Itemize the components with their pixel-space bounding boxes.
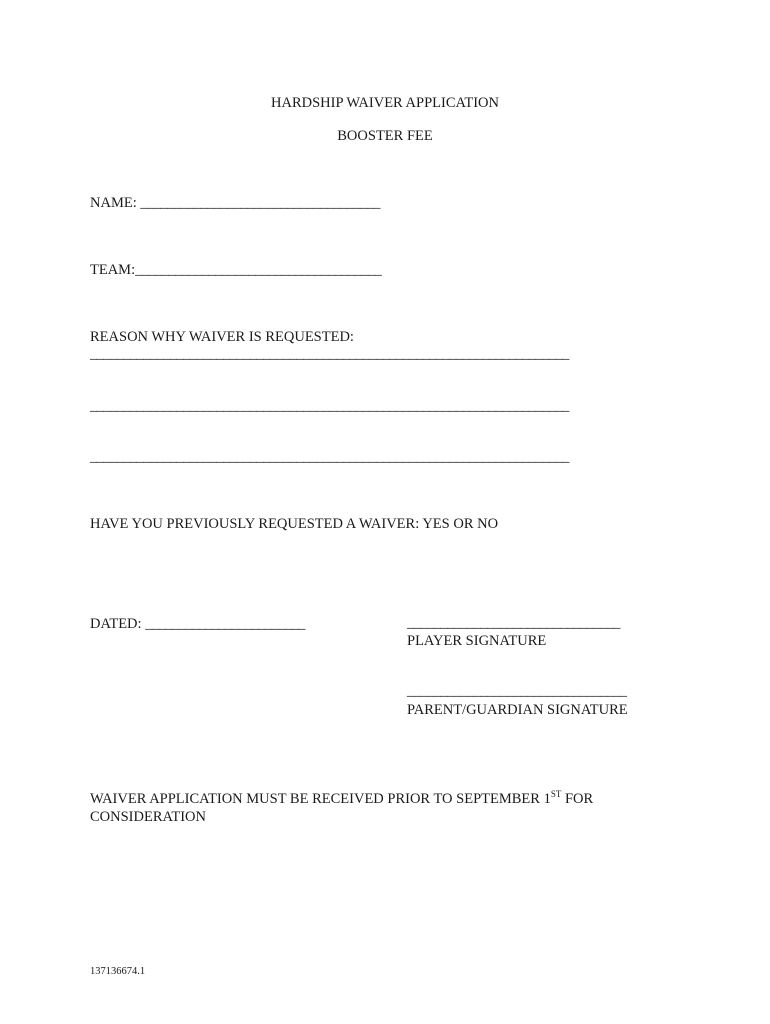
reason-blank-line-3[interactable]: ________________________________________________________________________ [90,449,569,465]
parent-signature-label: PARENT/GUARDIAN SIGNATURE [407,702,628,718]
team-blank-line[interactable]: _____________________________________ [135,262,382,278]
deadline-notice-line-2: CONSIDERATION [90,809,206,825]
reason-blank-line-2[interactable]: ________________________________________________________________________ [90,398,569,414]
parent-signature-line[interactable]: _________________________________ [407,683,627,699]
previous-request-question: HAVE YOU PREVIOUSLY REQUESTED A WAIVER: YES OR NO [90,516,499,532]
team-field[interactable] [90,261,381,279]
document-id-footer: 137136674.1 [90,966,146,977]
dated-label: DATED: [90,616,146,632]
date-ordinal-superscript: ST [550,789,562,799]
player-signature-line[interactable]: ________________________________ [407,615,620,631]
deadline-text: WAIVER APPLICATION MUST BE RECEIVED PRIOR TO SEPTEMBER 1 [90,791,551,807]
document-subtitle: BOOSTER FEE [337,128,433,144]
dated-blank-line[interactable]: ________________________ [145,616,305,632]
name-label: NAME: [90,195,141,211]
name-blank-line[interactable]: ____________________________________ [140,195,380,211]
reason-blank-line-1[interactable]: ________________________________________________________________________ [90,346,569,362]
reason-label: REASON WHY WAIVER IS REQUESTED: [90,329,354,345]
name-field[interactable] [90,194,380,212]
deadline-text-end: FOR [561,791,594,807]
dated-field[interactable] [90,615,305,633]
document-title: HARDSHIP WAIVER APPLICATION [271,95,499,111]
player-signature-label: PLAYER SIGNATURE [407,633,547,649]
team-label: TEAM: [90,262,136,278]
deadline-notice-line-1 [90,790,593,808]
